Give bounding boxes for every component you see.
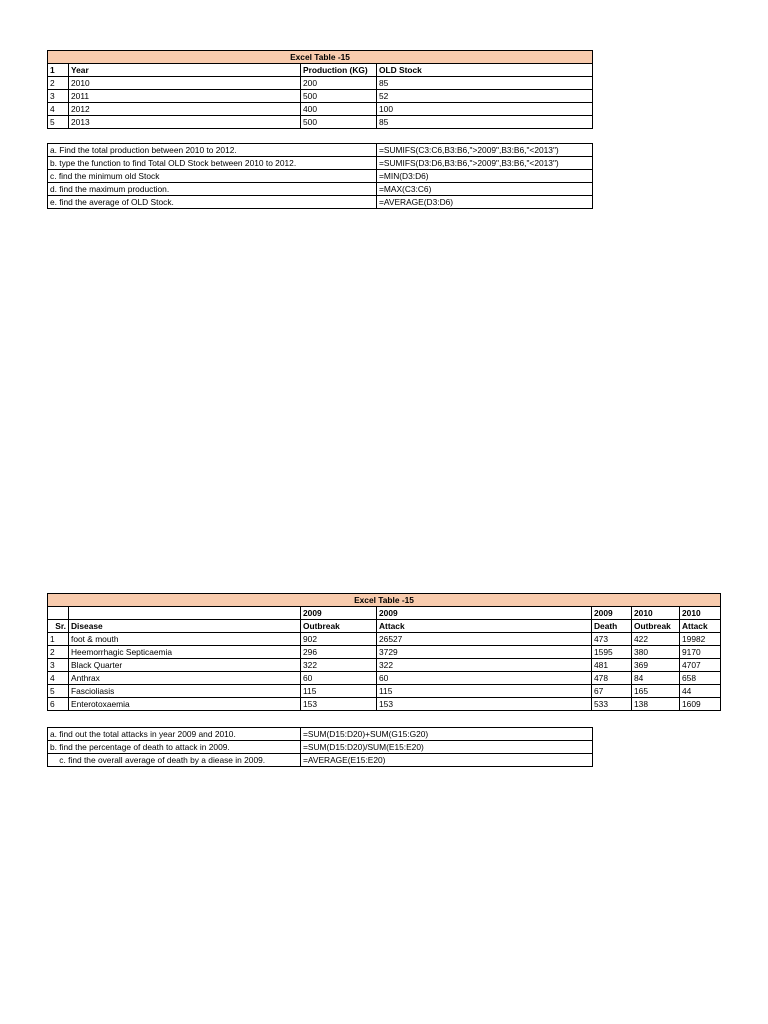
table-row bbox=[48, 754, 593, 767]
table-cell[interactable]: 902 bbox=[301, 633, 377, 646]
table-row bbox=[48, 646, 721, 659]
table-row bbox=[48, 633, 721, 646]
table-cell[interactable]: 2010 bbox=[632, 607, 680, 620]
question-cell[interactable]: c. find the minimum old Stock bbox=[48, 170, 377, 183]
table-cell[interactable]: 200 bbox=[301, 77, 377, 90]
question-cell[interactable]: a. find out the total attacks in year 2009 and 2010. bbox=[48, 728, 301, 741]
table-row bbox=[48, 685, 721, 698]
table-cell[interactable]: 4 bbox=[48, 103, 69, 116]
table-cell[interactable]: Anthrax bbox=[69, 672, 301, 685]
formula-cell[interactable]: =SUMIFS(C3:C6,B3:B6,">2009",B3:B6,"<2013") bbox=[377, 144, 593, 157]
table-cell[interactable]: 60 bbox=[377, 672, 592, 685]
table-cell[interactable]: 4 bbox=[48, 672, 69, 685]
table-cell[interactable]: 2 bbox=[48, 77, 69, 90]
table-cell[interactable]: 84 bbox=[632, 672, 680, 685]
question-cell[interactable]: e. find the average of OLD Stock. bbox=[48, 196, 377, 209]
table-cell[interactable]: 322 bbox=[301, 659, 377, 672]
table-cell[interactable]: 5 bbox=[48, 685, 69, 698]
table-cell[interactable]: Black Quarter bbox=[69, 659, 301, 672]
table-cell[interactable]: 481 bbox=[592, 659, 632, 672]
table-cell[interactable]: 478 bbox=[592, 672, 632, 685]
table-cell[interactable]: Outbreak bbox=[632, 620, 680, 633]
table-cell[interactable]: 165 bbox=[632, 685, 680, 698]
formula-cell[interactable]: =SUMIFS(D3:D6,B3:B6,">2009",B3:B6,"<2013") bbox=[377, 157, 593, 170]
table-cell[interactable]: 115 bbox=[301, 685, 377, 698]
table-cell[interactable]: 85 bbox=[377, 77, 593, 90]
table-cell[interactable]: 400 bbox=[301, 103, 377, 116]
table-cell[interactable]: Attack bbox=[377, 620, 592, 633]
table-cell[interactable]: 296 bbox=[301, 646, 377, 659]
table-cell[interactable]: Enterotoxaemia bbox=[69, 698, 301, 711]
table-row bbox=[48, 196, 593, 209]
table-cell[interactable]: 6 bbox=[48, 698, 69, 711]
table-cell[interactable]: 1609 bbox=[680, 698, 721, 711]
table-cell[interactable]: 2010 bbox=[69, 77, 301, 90]
table-cell[interactable]: foot & mouth bbox=[69, 633, 301, 646]
table-cell[interactable]: Sr. bbox=[48, 620, 69, 633]
table-cell[interactable]: 2012 bbox=[69, 103, 301, 116]
table-cell[interactable]: Year bbox=[69, 64, 301, 77]
table-cell[interactable]: 2009 bbox=[301, 607, 377, 620]
table-cell[interactable]: 533 bbox=[592, 698, 632, 711]
question-cell[interactable]: d. find the maximum production. bbox=[48, 183, 377, 196]
table-row bbox=[48, 728, 593, 741]
table-cell[interactable] bbox=[48, 607, 69, 620]
table-row bbox=[48, 659, 721, 672]
formula-cell[interactable]: =MIN(D3:D6) bbox=[377, 170, 593, 183]
table-cell[interactable]: Heemorrhagic Septicaemia bbox=[69, 646, 301, 659]
table-cell[interactable]: 1 bbox=[48, 64, 69, 77]
table-cell[interactable]: 9170 bbox=[680, 646, 721, 659]
formula-cell[interactable]: =AVERAGE(D3:D6) bbox=[377, 196, 593, 209]
table-row bbox=[48, 157, 593, 170]
table-cell[interactable]: Attack bbox=[680, 620, 721, 633]
table-cell[interactable]: 473 bbox=[592, 633, 632, 646]
table-cell[interactable]: Disease bbox=[69, 620, 301, 633]
table-cell[interactable]: 60 bbox=[301, 672, 377, 685]
table-cell[interactable]: 1 bbox=[48, 633, 69, 646]
formula-cell[interactable]: =AVERAGE(E15:E20) bbox=[301, 754, 593, 767]
table-cell[interactable]: 2009 bbox=[377, 607, 592, 620]
table-cell[interactable]: Fascioliasis bbox=[69, 685, 301, 698]
table-cell[interactable]: 500 bbox=[301, 116, 377, 129]
table-cell[interactable]: 153 bbox=[301, 698, 377, 711]
table-cell[interactable]: 115 bbox=[377, 685, 592, 698]
question-cell[interactable]: b. find the percentage of death to attack in 2009. bbox=[48, 741, 301, 754]
table-cell[interactable]: 5 bbox=[48, 116, 69, 129]
table-cell[interactable]: 422 bbox=[632, 633, 680, 646]
table-cell[interactable] bbox=[69, 607, 301, 620]
table-cell[interactable]: 2011 bbox=[69, 90, 301, 103]
table-cell[interactable]: 2013 bbox=[69, 116, 301, 129]
table-row bbox=[48, 77, 593, 90]
table-cell[interactable]: OLD Stock bbox=[377, 64, 593, 77]
table-cell[interactable]: 500 bbox=[301, 90, 377, 103]
table-cell[interactable]: 153 bbox=[377, 698, 592, 711]
table-cell[interactable]: 3 bbox=[48, 659, 69, 672]
table-cell[interactable]: 2010 bbox=[680, 607, 721, 620]
table-row bbox=[48, 103, 593, 116]
table-cell[interactable]: 322 bbox=[377, 659, 592, 672]
questions-table-2 bbox=[47, 727, 593, 767]
table-cell[interactable]: 138 bbox=[632, 698, 680, 711]
table-cell[interactable]: 85 bbox=[377, 116, 593, 129]
table-row bbox=[48, 170, 593, 183]
table-cell[interactable]: 369 bbox=[632, 659, 680, 672]
table-title[interactable]: Excel Table -15 bbox=[48, 594, 721, 607]
table-row bbox=[48, 741, 593, 754]
table-row bbox=[48, 116, 593, 129]
questions-table-1 bbox=[47, 143, 593, 209]
table-cell[interactable]: 19982 bbox=[680, 633, 721, 646]
formula-cell[interactable]: =SUM(D15:D20)+SUM(G15:G20) bbox=[301, 728, 593, 741]
table-cell[interactable]: 44 bbox=[680, 685, 721, 698]
question-cell[interactable]: c. find the overall average of death by a diease in 2009. bbox=[48, 754, 301, 767]
table-cell[interactable]: Outbreak bbox=[301, 620, 377, 633]
table-cell[interactable]: Production (KG) bbox=[301, 64, 377, 77]
table-cell[interactable]: 52 bbox=[377, 90, 593, 103]
table-cell[interactable]: 67 bbox=[592, 685, 632, 698]
question-cell[interactable]: b. type the function to find Total OLD Stock between 2010 to 2012. bbox=[48, 157, 377, 170]
table-cell[interactable]: 380 bbox=[632, 646, 680, 659]
production-table bbox=[47, 50, 593, 129]
table-title[interactable]: Excel Table -15 bbox=[48, 51, 593, 64]
question-cell[interactable]: a. Find the total production between 2010 to 2012. bbox=[48, 144, 377, 157]
table-cell[interactable]: 1595 bbox=[592, 646, 632, 659]
table-cell[interactable]: 4707 bbox=[680, 659, 721, 672]
table-row bbox=[48, 183, 593, 196]
table-cell[interactable]: 2 bbox=[48, 646, 69, 659]
table-row bbox=[48, 698, 721, 711]
table-row bbox=[48, 672, 721, 685]
table-row bbox=[48, 90, 593, 103]
table-cell[interactable]: 3 bbox=[48, 90, 69, 103]
table-cell[interactable]: 26527 bbox=[377, 633, 592, 646]
disease-table bbox=[47, 593, 721, 711]
formula-cell[interactable]: =MAX(C3:C6) bbox=[377, 183, 593, 196]
table-row bbox=[48, 144, 593, 157]
table-cell[interactable]: 3729 bbox=[377, 646, 592, 659]
table-cell[interactable]: 2009 bbox=[592, 607, 632, 620]
table-cell[interactable]: 658 bbox=[680, 672, 721, 685]
table-cell[interactable]: Death bbox=[592, 620, 632, 633]
table-cell[interactable]: 100 bbox=[377, 103, 593, 116]
formula-cell[interactable]: =SUM(D15:D20)/SUM(E15:E20) bbox=[301, 741, 593, 754]
